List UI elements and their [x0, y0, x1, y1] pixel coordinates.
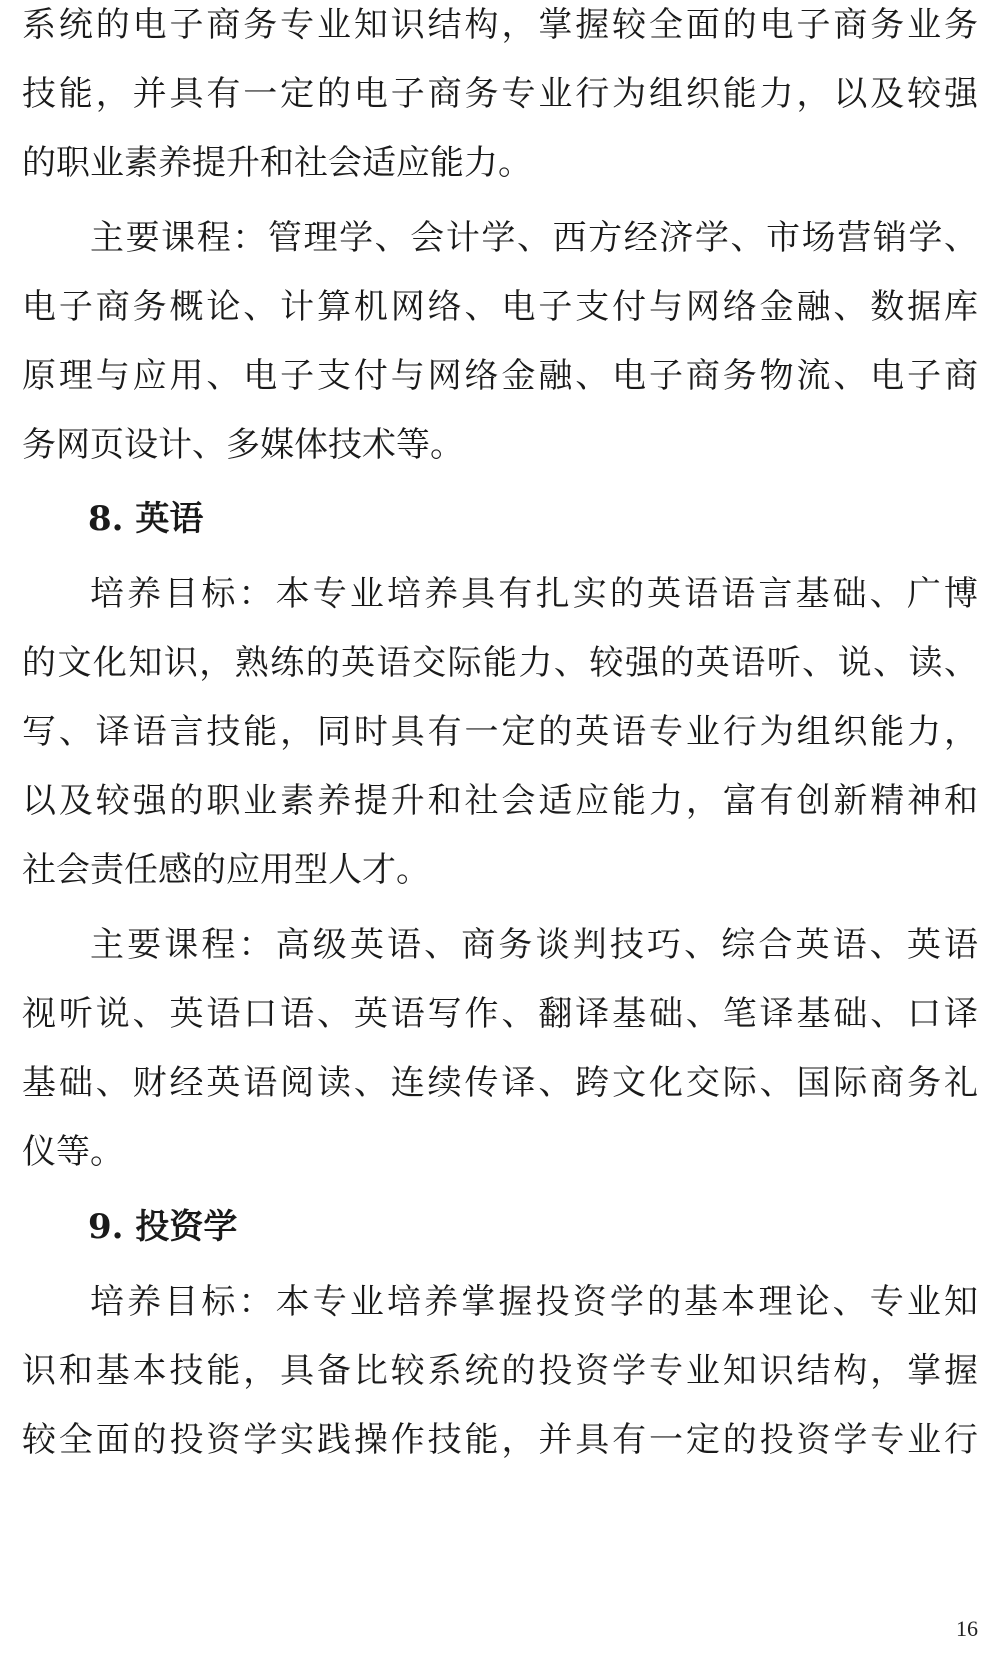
intro-line-3: 的职业素养提升和社会适应能力。 — [22, 143, 532, 183]
investment-goal-line-3: 较全面的投资学实践操作技能，并具有一定的投资学专业行 — [22, 1420, 978, 1460]
ecommerce-courses-line-3: 原理与应用、电子支付与网络金融、电子商务物流、电子商 — [22, 356, 978, 396]
english-goal-line-5: 社会责任感的应用型人才。 — [22, 850, 430, 890]
intro-line-2: 技能，并具有一定的电子商务专业行为组织能力，以及较强 — [22, 74, 978, 114]
section-heading-english: 8. 英语 — [88, 499, 204, 539]
english-courses-line-4: 仪等。 — [22, 1132, 124, 1172]
ecommerce-courses-line-4: 务网页设计、多媒体技术等。 — [22, 425, 464, 465]
english-goal-line-1: 培养目标：本专业培养具有扎实的英语语言基础、广博 — [90, 574, 978, 614]
investment-goal-line-1: 培养目标：本专业培养掌握投资学的基本理论、专业知 — [90, 1282, 978, 1322]
section-heading-investment: 9. 投资学 — [88, 1207, 238, 1247]
english-goal-line-3: 写、译语言技能，同时具有一定的英语专业行为组织能力， — [22, 712, 978, 752]
ecommerce-courses-line-2: 电子商务概论、计算机网络、电子支付与网络金融、数据库 — [22, 287, 978, 327]
english-courses-line-2: 视听说、英语口语、英语写作、翻译基础、笔译基础、口译 — [22, 994, 978, 1034]
english-courses-line-1: 主要课程：高级英语、商务谈判技巧、综合英语、英语 — [90, 925, 978, 965]
page-number: 16 — [956, 1616, 978, 1641]
intro-line-1: 系统的电子商务专业知识结构，掌握较全面的电子商务业务 — [22, 5, 978, 45]
investment-goal-line-2: 识和基本技能，具备比较系统的投资学专业知识结构，掌握 — [22, 1351, 978, 1391]
ecommerce-courses-line-1: 主要课程：管理学、会计学、西方经济学、市场营销学、 — [90, 218, 978, 258]
english-courses-line-3: 基础、财经英语阅读、连续传译、跨文化交际、国际商务礼 — [22, 1063, 978, 1103]
english-goal-line-4: 以及较强的职业素养提升和社会适应能力，富有创新精神和 — [22, 781, 978, 821]
english-goal-line-2: 的文化知识，熟练的英语交际能力、较强的英语听、说、读、 — [22, 643, 978, 683]
